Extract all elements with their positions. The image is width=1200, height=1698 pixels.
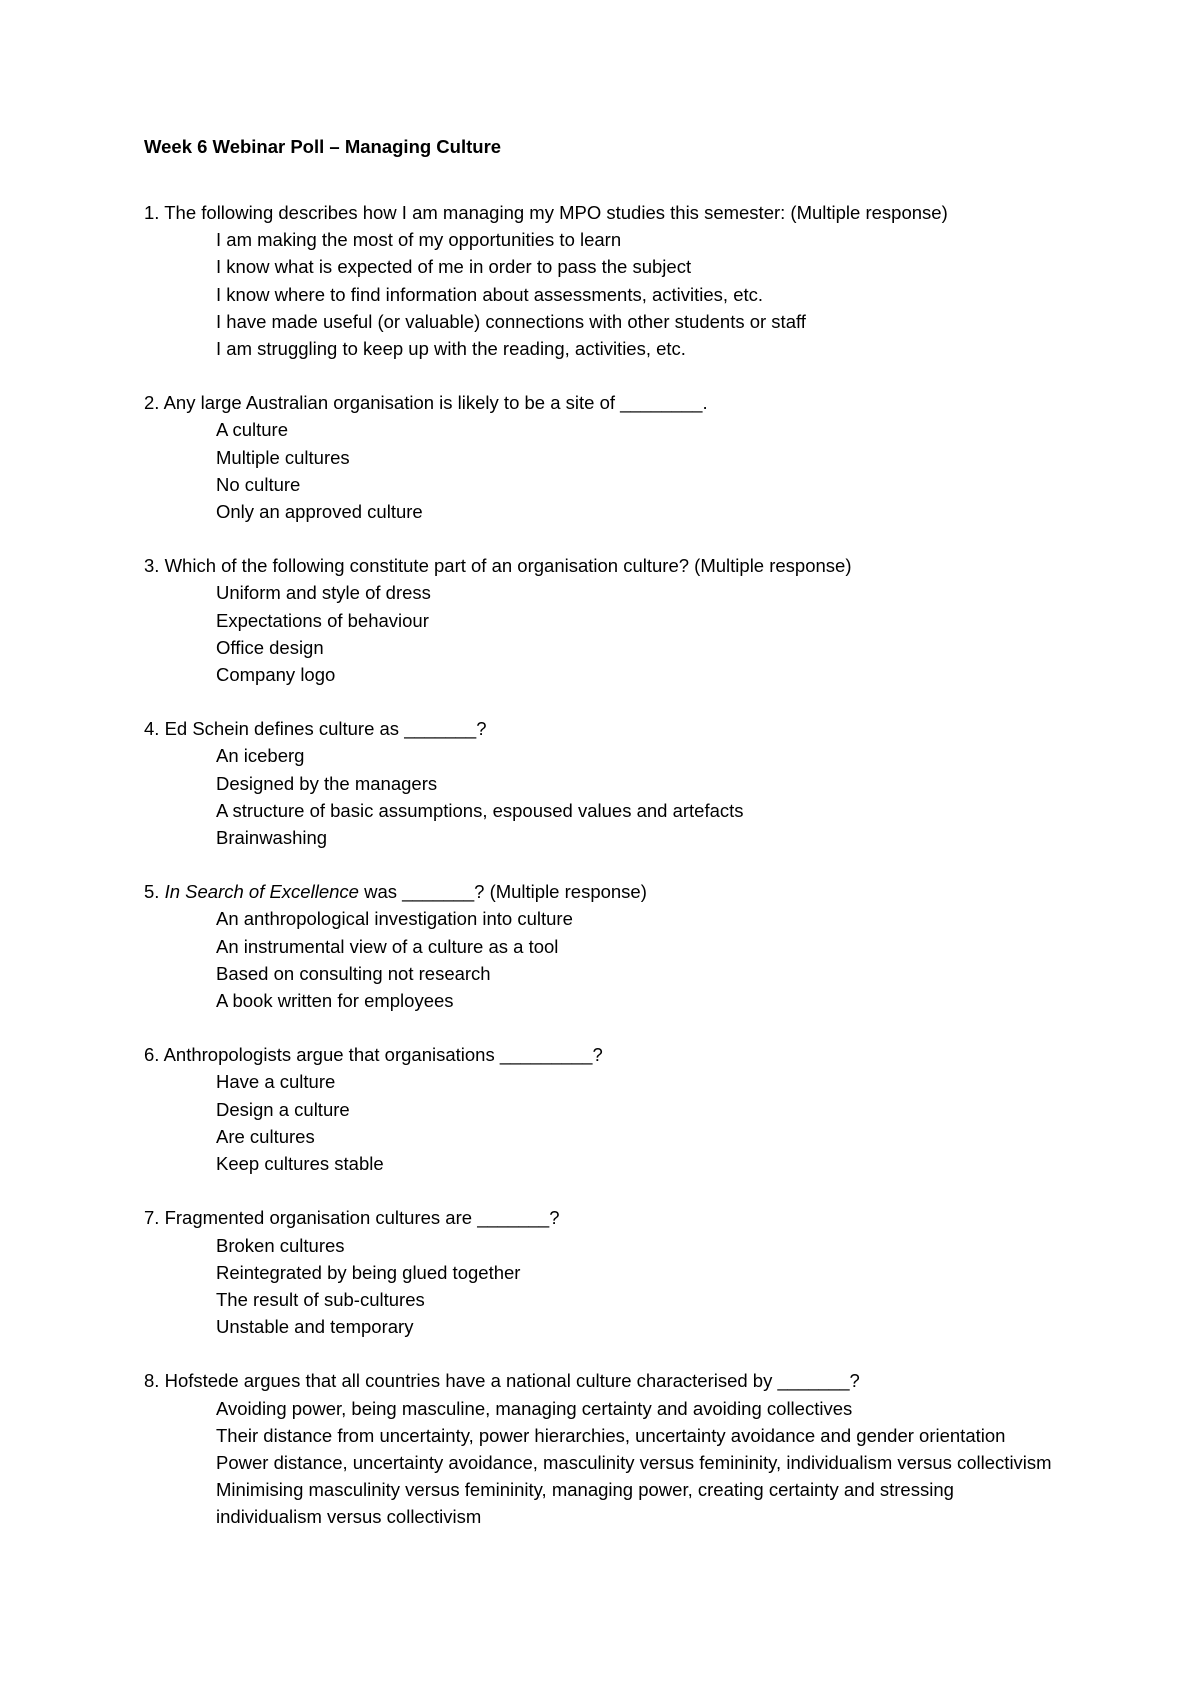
answer-option[interactable]: Power distance, uncertainty avoidance, masculinity versus femininity, individualism versus collectivism: [216, 1451, 1052, 1473]
answer-option[interactable]: Multiple cultures: [216, 446, 350, 468]
question-prompt: was _______? (Multiple response): [358, 881, 647, 903]
question-number: 3.: [144, 555, 160, 577]
answer-option[interactable]: Uniform and style of dress: [216, 582, 431, 604]
question-prompt: The following describes how I am managing my MPO studies this semester: (Multiple response): [164, 202, 948, 223]
answer-option[interactable]: Avoiding power, being masculine, managing certainty and avoiding collectives: [216, 1397, 853, 1419]
answer-option[interactable]: A culture: [216, 419, 288, 441]
answer-option[interactable]: Expectations of behaviour: [216, 609, 429, 631]
answer-option[interactable]: An anthropological investigation into culture: [216, 908, 573, 930]
answer-option[interactable]: Brainwashing: [216, 827, 328, 849]
question-8: [144, 1367, 1064, 1530]
option-list: [144, 905, 1064, 1014]
book-title: In Search of Excellence: [164, 881, 359, 903]
answer-option[interactable]: I know what is expected of me in order to pass the subject: [216, 256, 692, 278]
answer-option[interactable]: Company logo: [216, 664, 336, 686]
question-3: [144, 552, 1064, 688]
answer-option[interactable]: The result of sub-cultures: [216, 1288, 425, 1310]
question-1: [144, 199, 1064, 362]
answer-option[interactable]: Designed by the managers: [216, 772, 438, 794]
question-text: [144, 1204, 1064, 1231]
answer-option[interactable]: I know where to find information about assessments, activities, etc.: [216, 283, 764, 305]
option-list: [144, 742, 1064, 851]
option-list: [144, 1395, 1064, 1531]
answer-option[interactable]: An instrumental view of a culture as a tool: [216, 935, 559, 957]
question-number: 5.: [144, 881, 160, 903]
question-list: [144, 199, 1064, 1558]
question-2: [144, 389, 1064, 525]
question-text: [144, 715, 1064, 742]
option-list: [144, 1068, 1064, 1177]
question-number: 8.: [144, 1370, 160, 1392]
answer-option[interactable]: Broken cultures: [216, 1234, 345, 1256]
option-list: [144, 416, 1064, 525]
question-6: [144, 1041, 1064, 1177]
question-number: 1.: [144, 202, 160, 223]
question-number: 6.: [144, 1044, 160, 1066]
question-7: [144, 1204, 1064, 1340]
answer-option[interactable]: Reintegrated by being glued together: [216, 1261, 521, 1283]
question-prompt: Which of the following constitute part of an organisation culture? (Multiple response): [164, 555, 852, 577]
question-text: [144, 389, 1064, 416]
question-4: [144, 715, 1064, 851]
document-title: Week 6 Webinar Poll – Managing Culture: [144, 136, 502, 157]
answer-option[interactable]: Minimising masculinity versus femininity, managing power, creating certainty and stressing individualism versus collectivism: [216, 1479, 954, 1528]
question-number: 4.: [144, 718, 160, 740]
answer-option[interactable]: Unstable and temporary: [216, 1316, 414, 1338]
question-number: 7.: [144, 1207, 160, 1229]
question-text: [144, 878, 1064, 905]
answer-option[interactable]: No culture: [216, 473, 301, 495]
answer-option[interactable]: Based on consulting not research: [216, 962, 491, 984]
answer-option[interactable]: I have made useful (or valuable) connections with other students or staff: [216, 310, 806, 332]
answer-option[interactable]: Are cultures: [216, 1125, 315, 1147]
question-prompt: Any large Australian organisation is likely to be a site of ________.: [163, 392, 708, 414]
question-prompt: Hofstede argues that all countries have a national culture characterised by _______?: [164, 1370, 860, 1392]
question-text: [144, 1367, 1064, 1394]
answer-option[interactable]: A book written for employees: [216, 990, 454, 1012]
answer-option[interactable]: I am making the most of my opportunities to learn: [216, 229, 622, 251]
answer-option[interactable]: Keep cultures stable: [216, 1153, 384, 1175]
question-text: [144, 199, 1064, 226]
question-prompt: Fragmented organisation cultures are _______?: [164, 1207, 560, 1229]
question-text: [144, 1041, 1064, 1068]
option-list: [144, 579, 1064, 688]
answer-option[interactable]: An iceberg: [216, 745, 305, 767]
question-number: 2.: [144, 392, 160, 414]
question-5: [144, 878, 1064, 1014]
option-list: [144, 1232, 1064, 1341]
answer-option[interactable]: Only an approved culture: [216, 501, 423, 523]
answer-option[interactable]: Their distance from uncertainty, power hierarchies, uncertainty avoidance and gender orientation: [216, 1424, 1006, 1446]
question-prompt: Anthropologists argue that organisations _________?: [163, 1044, 603, 1066]
answer-option[interactable]: A structure of basic assumptions, espoused values and artefacts: [216, 799, 744, 821]
option-list: [144, 226, 1064, 362]
answer-option[interactable]: Office design: [216, 636, 324, 658]
answer-option[interactable]: Have a culture: [216, 1071, 336, 1093]
question-text: [144, 552, 1064, 579]
answer-option[interactable]: I am struggling to keep up with the reading, activities, etc.: [216, 338, 686, 360]
answer-option[interactable]: Design a culture: [216, 1098, 350, 1120]
question-prompt: Ed Schein defines culture as _______?: [164, 718, 487, 740]
